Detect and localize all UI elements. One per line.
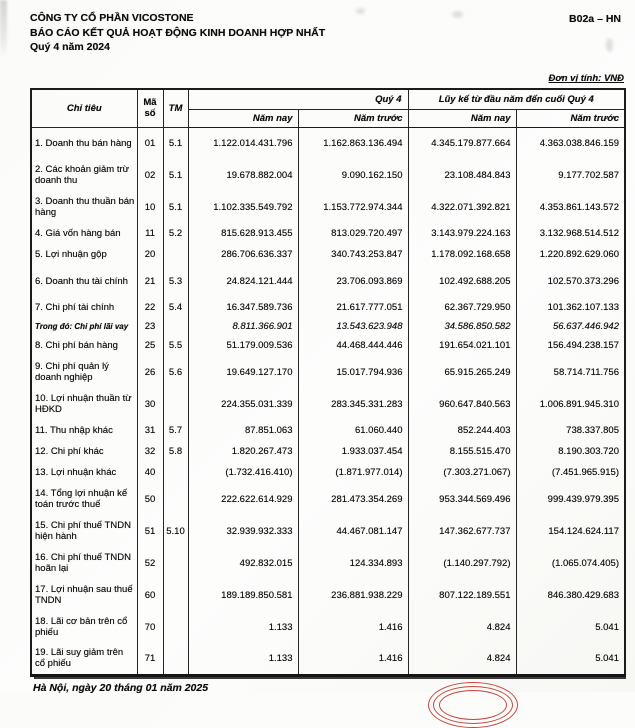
cell-q4-current: (1.732.416.410) (188, 462, 298, 483)
table-header (31, 89, 625, 127)
row-label: 17. Lợi nhuận sau thuế TNDN (31, 579, 137, 611)
cell-ytd-current: 34.586.850.582 (408, 318, 516, 335)
cell-ytd-current: 1.178.092.168.658 (408, 244, 516, 265)
row-code: 10 (137, 191, 163, 223)
row-note: 5.8 (163, 441, 188, 462)
cell-q4-current: 222.622.614.929 (188, 483, 298, 515)
cell-q4-prior: 44.468.444.446 (298, 335, 408, 356)
cell-ytd-current: 4.824 (408, 611, 516, 643)
document-header (30, 11, 325, 55)
cell-ytd-current: 62.367.729.950 (408, 297, 516, 318)
row-label: 3. Doanh thu thuần bán hàng (31, 191, 137, 223)
row-code: 60 (137, 579, 163, 611)
row-code: 32 (137, 441, 163, 462)
row-code: 23 (137, 318, 163, 335)
cell-q4-prior: 283.345.331.283 (298, 388, 408, 420)
cell-ytd-prior: 8.190.303.720 (516, 441, 625, 462)
cell-q4-current: 1.133 (188, 611, 298, 643)
cell-q4-prior: 124.334.893 (298, 547, 408, 579)
header-q4-current: Năm nay (188, 109, 298, 127)
row-code: 21 (137, 265, 163, 297)
cell-ytd-prior: 1.220.892.629.060 (516, 244, 625, 265)
row-code: 40 (137, 462, 163, 483)
cell-q4-prior: 23.706.093.869 (298, 265, 408, 297)
cell-ytd-prior: 738.337.805 (516, 420, 625, 441)
cell-q4-current: 1.102.335.549.792 (188, 191, 298, 223)
row-label: 19. Lãi suy giảm trên cổ phiếu (31, 643, 137, 675)
report-title: BÁO CÁO KẾT QUẢ HOẠT ĐỘNG KINH DOANH HỢP NHẤT (30, 26, 326, 39)
table-row (31, 223, 625, 244)
row-note: 5.10 (163, 515, 188, 547)
row-label: 7. Chi phí tài chính (31, 297, 137, 318)
cell-ytd-prior: 4.353.861.143.572 (516, 191, 625, 223)
cell-q4-prior: 21.617.777.051 (298, 297, 408, 318)
cell-ytd-current: 807.122.189.551 (408, 579, 516, 611)
row-note (163, 244, 188, 265)
cell-q4-prior: 813.029.720.497 (298, 223, 408, 244)
row-code: 01 (137, 127, 163, 159)
row-code: 71 (137, 643, 163, 675)
table-row (31, 297, 625, 318)
row-note (163, 611, 188, 643)
cell-ytd-current: 4.824 (408, 643, 516, 675)
row-label: 1. Doanh thu bán hàng (31, 127, 137, 159)
cell-ytd-prior: 4.363.038.846.159 (516, 127, 625, 159)
row-note: 5.6 (163, 356, 188, 388)
cell-q4-current: 286.706.636.337 (188, 244, 298, 265)
row-label: 8. Chi phí bán hàng (31, 335, 137, 356)
cell-ytd-prior: 58.714.711.756 (516, 356, 625, 388)
cell-q4-prior: (1.871.977.014) (298, 462, 408, 483)
cell-q4-current: 19.678.882.004 (188, 159, 298, 191)
cell-q4-current: 224.355.031.339 (188, 388, 298, 420)
row-code: 20 (137, 244, 163, 265)
row-code: 11 (137, 223, 163, 244)
cell-q4-current: 815.628.913.455 (188, 223, 298, 244)
cell-ytd-prior: 1.006.891.945.310 (516, 388, 625, 420)
cell-ytd-current: 147.362.677.737 (408, 515, 516, 547)
income-statement-table (30, 88, 626, 677)
table-row (31, 547, 625, 579)
header-note: TM (163, 89, 188, 127)
row-label: 12. Chi phí khác (31, 441, 137, 462)
row-note: 5.1 (163, 191, 188, 223)
header-ytd-group: Lũy kế từ đầu năm đến cuối Quý 4 (408, 89, 625, 109)
table-row (31, 356, 625, 388)
cell-ytd-prior: 56.637.446.942 (516, 318, 625, 335)
table-row (31, 462, 625, 483)
cell-q4-current: 8.811.366.901 (188, 318, 298, 335)
row-label: 2. Các khoản giảm trừ doanh thu (31, 159, 137, 191)
row-code: 26 (137, 356, 163, 388)
form-code: B02a – HN (569, 13, 621, 25)
table-row (31, 159, 625, 191)
row-note: 5.1 (163, 159, 188, 191)
table-row (31, 127, 625, 159)
cell-ytd-current: 960.647.840.563 (408, 388, 516, 420)
row-note (163, 483, 188, 515)
table-row (31, 191, 625, 223)
cell-q4-prior: 13.543.623.948 (298, 318, 408, 335)
table-row (31, 265, 625, 297)
row-label: 6. Doanh thu tài chính (31, 265, 137, 297)
table-row (31, 579, 625, 611)
row-note: 5.2 (163, 223, 188, 244)
cell-ytd-current: 852.244.403 (408, 420, 516, 441)
cell-q4-prior: 236.881.938.229 (298, 579, 408, 611)
cell-q4-current: 492.832.015 (188, 547, 298, 579)
cell-ytd-prior: 101.362.107.133 (516, 297, 625, 318)
cell-q4-current: 16.347.589.736 (188, 297, 298, 318)
cell-q4-current: 87.851.063 (188, 420, 298, 441)
cell-ytd-prior: 154.124.624.117 (516, 515, 625, 547)
row-note (163, 643, 188, 675)
cell-q4-prior: 1.162.863.136.494 (298, 127, 408, 159)
cell-ytd-current: (1.140.297.792) (408, 547, 516, 579)
report-table-body (31, 127, 625, 675)
cell-ytd-prior: 5.041 (516, 643, 625, 675)
row-note: 5.3 (163, 265, 188, 297)
row-note (163, 388, 188, 420)
cell-q4-prior: 1.416 (298, 611, 408, 643)
header-q4-prior: Năm trước (298, 109, 408, 127)
cell-ytd-prior: 846.380.429.683 (516, 579, 625, 611)
row-label: 11. Thu nhập khác (31, 420, 137, 441)
cell-ytd-prior: (1.065.074.405) (516, 547, 625, 579)
row-label: 18. Lãi cơ bản trên cổ phiếu (31, 611, 137, 643)
cell-ytd-current: 3.143.979.224.163 (408, 223, 516, 244)
row-label: 10. Lợi nhuận thuần từ HĐKD (31, 388, 137, 420)
row-note (163, 318, 188, 335)
row-note: 5.5 (163, 335, 188, 356)
cell-q4-prior: 61.060.440 (298, 420, 408, 441)
row-label: 4. Giá vốn hàng bán (31, 223, 137, 244)
row-note: 5.1 (163, 127, 188, 159)
cell-ytd-prior: (7.451.965.915) (516, 462, 625, 483)
company-name: CÔNG TY CỔ PHẦN VICOSTONE (30, 12, 194, 24)
table-row (31, 318, 625, 335)
currency-unit-label: Đơn vị tính: VNĐ (548, 73, 624, 84)
row-label: 14. Tổng lợi nhuận kế toán trước thuế (31, 483, 137, 515)
table-row (31, 388, 625, 420)
table-row (31, 643, 625, 675)
row-label: 5. Lợi nhuận gộp (31, 244, 137, 265)
header-quarter-group: Quý 4 (188, 89, 408, 109)
cell-ytd-prior: 5.041 (516, 611, 625, 643)
cell-q4-prior: 1.933.037.454 (298, 441, 408, 462)
row-label: Trong đó: Chi phí lãi vay (31, 318, 137, 335)
cell-ytd-prior: 9.177.702.587 (516, 159, 625, 191)
row-code: 30 (137, 388, 163, 420)
cell-q4-prior: 1.416 (298, 643, 408, 675)
cell-ytd-prior: 102.570.373.296 (516, 265, 625, 297)
row-label: 15. Chi phí thuế TNDN hiện hành (31, 515, 137, 547)
cell-ytd-current: 953.344.569.496 (408, 483, 516, 515)
row-code: 02 (137, 159, 163, 191)
cell-q4-current: 189.189.850.581 (188, 579, 298, 611)
row-label: 13. Lợi nhuận khác (31, 462, 137, 483)
cell-q4-current: 1.133 (188, 643, 298, 675)
table-row (31, 611, 625, 643)
row-label: 9. Chi phí quản lý doanh nghiệp (31, 356, 137, 388)
row-code: 51 (137, 515, 163, 547)
row-code: 50 (137, 483, 163, 515)
cell-q4-current: 1.820.267.473 (188, 441, 298, 462)
row-note (163, 462, 188, 483)
cell-ytd-current: (7.303.271.067) (408, 462, 516, 483)
cell-ytd-current: 4.322.071.392.821 (408, 191, 516, 223)
header-ytd-current: Năm nay (408, 109, 516, 127)
cell-q4-current: 19.649.127.170 (188, 356, 298, 388)
scan-blob-artifact (606, 38, 613, 52)
scan-streak-artifact (0, 0, 7, 58)
row-label: 16. Chi phí thuế TNDN hoãn lại (31, 547, 137, 579)
cell-ytd-current: 191.654.021.101 (408, 335, 516, 356)
header-item: Chỉ tiêu (31, 89, 137, 127)
header-code: Mã số (137, 89, 163, 127)
row-code: 22 (137, 297, 163, 318)
cell-q4-current: 51.179.009.536 (188, 335, 298, 356)
cell-q4-current: 32.939.932.333 (188, 515, 298, 547)
row-code: 70 (137, 611, 163, 643)
cell-ytd-current: 4.345.179.877.664 (408, 127, 516, 159)
table-row (31, 244, 625, 265)
row-note (163, 579, 188, 611)
cell-ytd-prior: 3.132.968.514.512 (516, 223, 625, 244)
cell-ytd-prior: 156.494.238.157 (516, 335, 625, 356)
table-row (31, 335, 625, 356)
cell-q4-current: 1.122.014.431.796 (188, 127, 298, 159)
cell-ytd-current: 65.915.265.249 (408, 356, 516, 388)
cell-q4-prior: 281.473.354.269 (298, 483, 408, 515)
header-ytd-prior: Năm trước (516, 109, 625, 127)
cell-q4-prior: 44.467.081.147 (298, 515, 408, 547)
cell-q4-prior: 1.153.772.974.344 (298, 191, 408, 223)
cell-q4-prior: 15.017.794.936 (298, 356, 408, 388)
cell-ytd-current: 102.492.688.205 (408, 265, 516, 297)
company-stamp-icon (428, 682, 518, 728)
table-row (31, 441, 625, 462)
table-row (31, 515, 625, 547)
cell-ytd-current: 8.155.515.470 (408, 441, 516, 462)
cell-q4-prior: 340.743.253.847 (298, 244, 408, 265)
cell-ytd-current: 23.108.484.843 (408, 159, 516, 191)
row-note: 5.4 (163, 297, 188, 318)
cell-q4-current: 24.824.121.444 (188, 265, 298, 297)
cell-q4-prior: 9.090.162.150 (298, 159, 408, 191)
row-code: 52 (137, 547, 163, 579)
table-row (31, 420, 625, 441)
row-note: 5.7 (163, 420, 188, 441)
row-code: 31 (137, 420, 163, 441)
cell-ytd-prior: 999.439.979.395 (516, 483, 625, 515)
report-period: Quý 4 năm 2024 (30, 41, 110, 53)
table-row (31, 483, 625, 515)
row-code: 25 (137, 335, 163, 356)
scan-blob-artifact (356, 8, 365, 14)
scan-blob-artifact (452, 11, 463, 18)
signature-date-line: Hà Nội, ngày 20 tháng 01 năm 2025 (33, 682, 209, 694)
row-note (163, 547, 188, 579)
